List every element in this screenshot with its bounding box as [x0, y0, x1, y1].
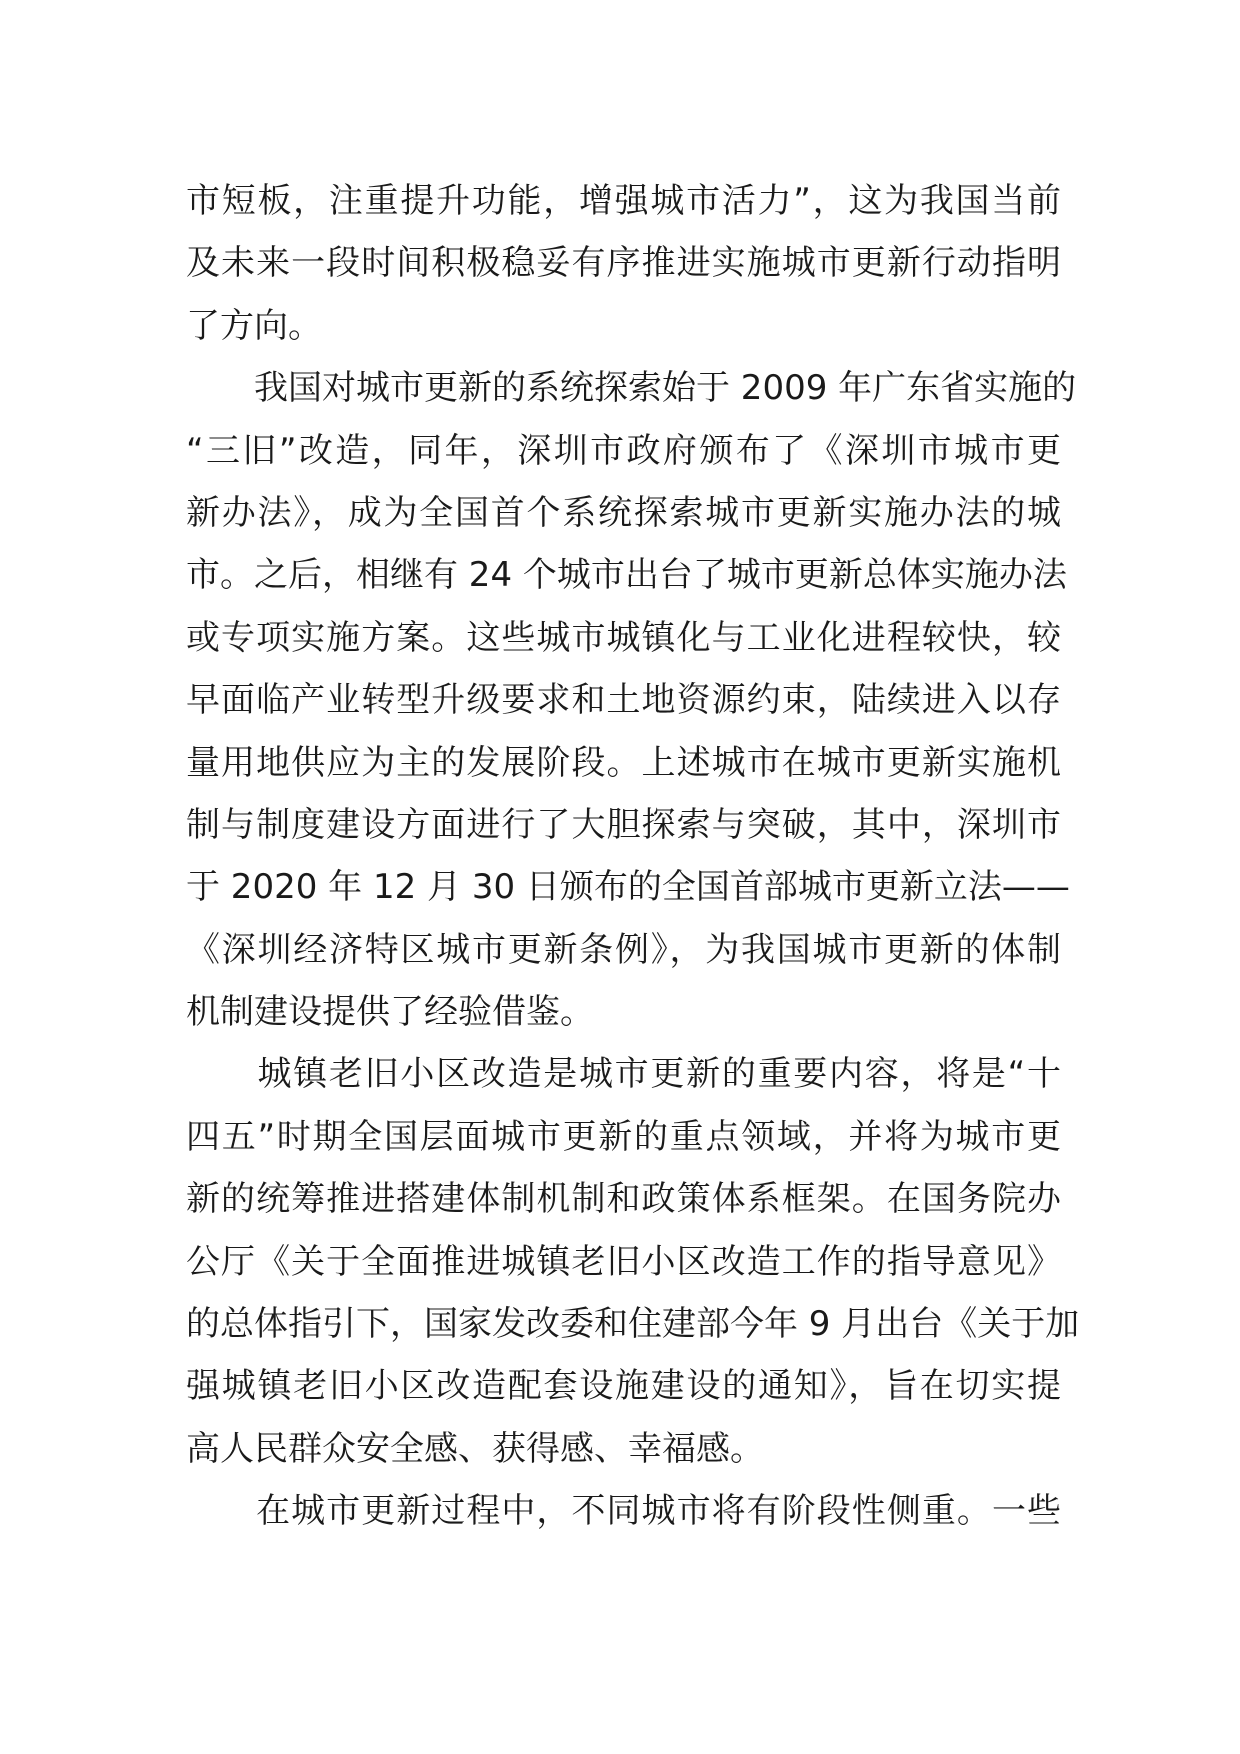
text-line: 我国对城市更新的系统探索始于 2009 年广东省实施的: [186, 368, 1077, 409]
text-line: 新办法》，成为全国首个系统探索城市更新实施办法的城: [186, 492, 1061, 533]
text-line: 四五”时期全国层面城市更新的重点领域，并将为城市更: [186, 1116, 1061, 1157]
paragraph: [186, 1043, 1080, 1480]
text-line: 机制建设提供了经验借鉴。: [186, 992, 594, 1033]
text-line: 新的统筹推进搭建体制机制和政策体系框架。在国务院办: [186, 1179, 1061, 1220]
text-line: 早面临产业转型升级要求和土地资源约束，陆续进入以存: [186, 680, 1061, 721]
text-line: 市短板，注重提升功能，增强城市活力”，这为我国当前: [186, 181, 1061, 221]
text-line: 《深圳经济特区城市更新条例》，为我国城市更新的体制: [186, 929, 1061, 970]
body-text: [186, 170, 1080, 1543]
text-line: 了方向。: [186, 305, 322, 346]
paragraph: [186, 170, 1061, 357]
text-line: 及未来一段时间积极稳妥有序推进实施城市更新行动指明: [186, 243, 1061, 284]
paragraph: [186, 1480, 1061, 1542]
text-line: 的总体指引下，国家发改委和住建部今年 9 月出台《关于加: [186, 1304, 1080, 1345]
text-line: 量用地供应为主的发展阶段。上述城市在城市更新实施机: [186, 742, 1061, 783]
text-line: 城镇老旧小区改造是城市更新的重要内容，将是“十: [186, 1054, 1061, 1095]
text-line: 在城市更新过程中，不同城市将有阶段性侧重。一些: [186, 1491, 1061, 1532]
text-line: 强城镇老旧小区改造配套设施建设的通知》，旨在切实提: [186, 1366, 1061, 1407]
paragraph: [186, 357, 1077, 1043]
text-line: 于 2020 年 12 月 30 日颁布的全国首部城市更新立法——: [186, 867, 1070, 908]
text-line: 高人民群众安全感、获得感、幸福感。: [186, 1428, 764, 1469]
text-line: 制与制度建设方面进行了大胆探索与突破，其中，深圳市: [186, 804, 1061, 845]
text-line: 公厅《关于全面推进城镇老旧小区改造工作的指导意见》: [186, 1241, 1061, 1282]
text-line: 市。之后，相继有 24 个城市出台了城市更新总体实施办法: [186, 555, 1067, 596]
text-line: 或专项实施方案。这些城市城镇化与工业化进程较快，较: [186, 617, 1061, 658]
text-line: “三旧”改造，同年，深圳市政府颁布了《深圳市城市更: [186, 430, 1061, 471]
